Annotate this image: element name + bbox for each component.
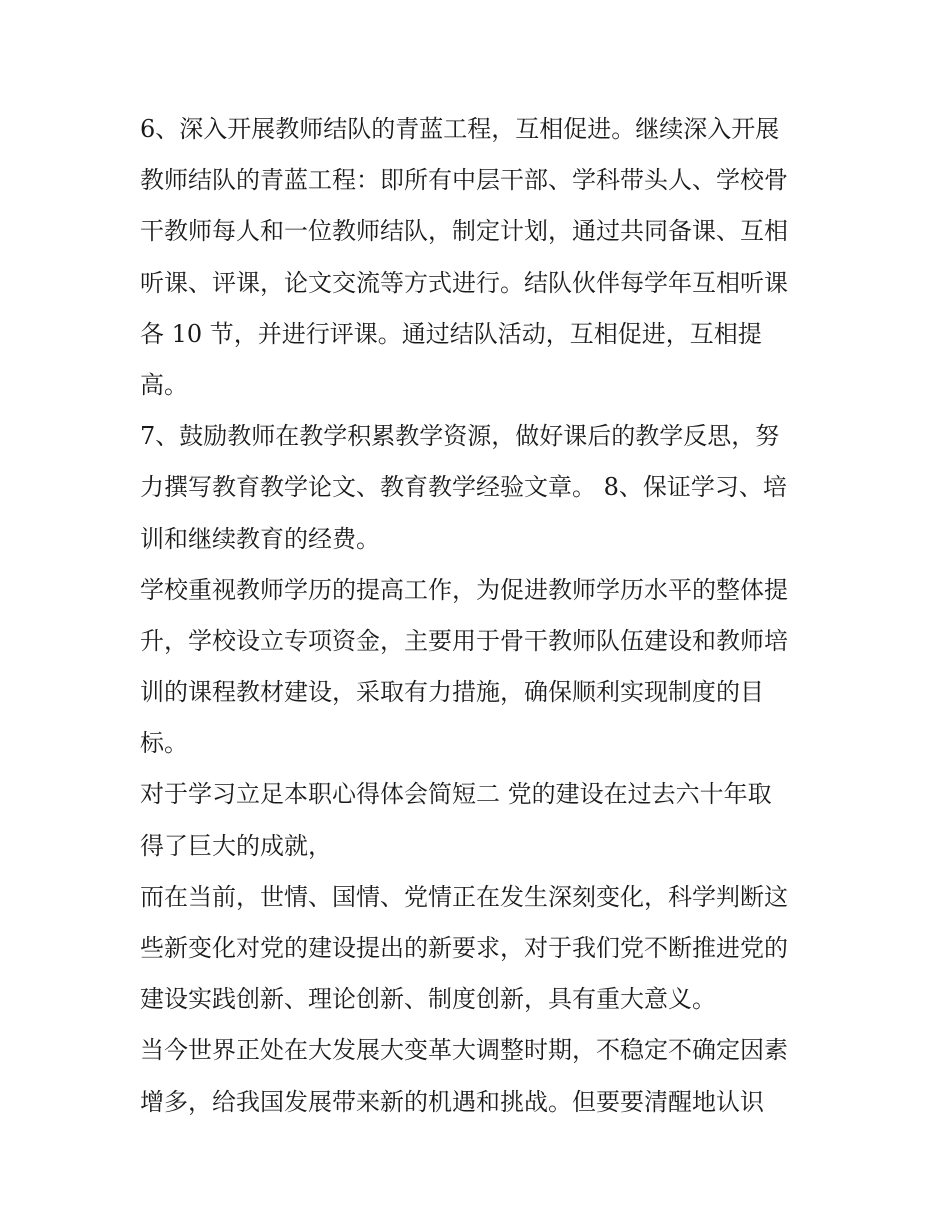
text-line: 教师结队的青蓝工程：即所有中层干部、学科带头人、学校骨 <box>140 166 788 195</box>
text-line: 力撰写教育教学论文、教育教学经验文章。 8、保证学习、培 <box>140 473 787 502</box>
text-line: 听课、评课，论文交流等方式进行。结队伙伴每学年互相听课 <box>140 268 788 297</box>
text-line: 训和继续教育的经费。 <box>140 524 380 553</box>
text-line: 建设实践创新、理论创新、制度创新，具有重大意义。 <box>140 985 716 1014</box>
text-line: 高。 <box>140 370 188 399</box>
text-line: 得了巨大的成就， <box>140 831 332 860</box>
text-line: 些新变化对党的建设提出的新要求，对于我们党不断推进党的 <box>140 934 788 962</box>
text-line: 6、深入开展教师结队的青蓝工程，互相促进。继续深入开展 <box>140 115 780 143</box>
text-line: 学校重视教师学历的提高工作，为促进教师学历水平的整体提 <box>140 575 788 604</box>
text-line: 标。 <box>140 729 188 758</box>
text-line: 干教师每人和一位教师结队，制定计划，通过共同备课、互相 <box>140 217 788 246</box>
document-body <box>140 104 820 1128</box>
text-line: 训的课程教材建设，采取有力措施，确保顺利实现制度的目 <box>140 678 764 707</box>
text-line: 升，学校设立专项资金，主要用于骨干教师队伍建设和教师培 <box>140 626 788 655</box>
text-line: 而在当前，世情、国情、党情正在发生深刻变化，科学判断这 <box>140 882 788 911</box>
text-line: 当今世界正处在大发展大变革大调整时期，不稳定不确定因素 <box>140 1036 788 1065</box>
text-line: 各 10 节，并进行评课。通过结队活动，互相促进，互相提 <box>140 319 762 348</box>
text-line: 7、鼓励教师在教学积累教学资源，做好课后的教学反思，努 <box>140 422 780 451</box>
text-line: 增多，给我国发展带来新的机遇和挑战。但要要清醒地认识 <box>140 1087 764 1116</box>
text-line: 对于学习立足本职心得体会简短二 党的建设在过去六十年取 <box>140 780 772 809</box>
